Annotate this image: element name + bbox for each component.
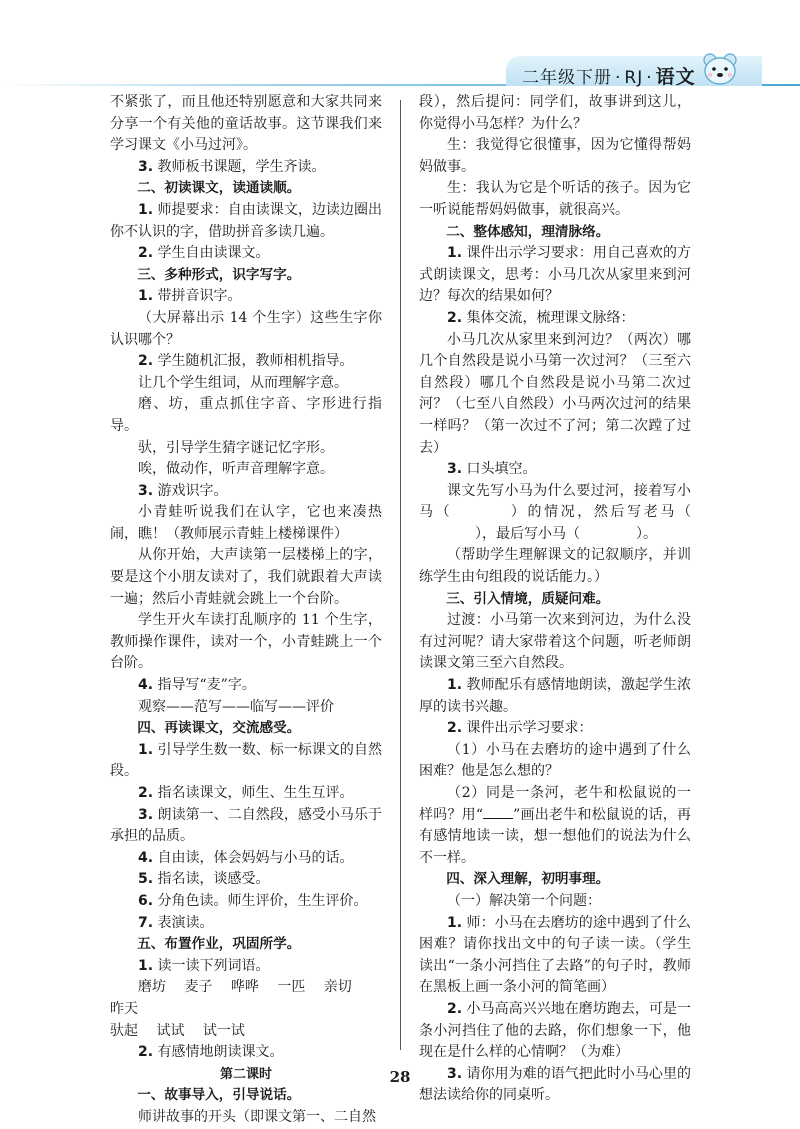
paragraph xyxy=(419,459,691,481)
paragraph xyxy=(110,373,382,395)
paragraph xyxy=(110,610,382,675)
text-run: 指导写“麦”字。 xyxy=(153,677,256,694)
item-number: 7. xyxy=(138,914,154,931)
item-number: 2. xyxy=(138,785,154,801)
text-run: 学生自由读课文。 xyxy=(153,245,270,262)
item-number: 1. xyxy=(138,201,154,218)
paragraph xyxy=(110,351,382,373)
section-heading xyxy=(419,222,691,244)
item-number: 1. xyxy=(447,914,463,931)
text-run: 师提要求：自由读课文，边读边圈出你不认识的字，借助拼音多读几遍。 xyxy=(110,201,382,240)
text-run: （帮助学生理解课文的记叙顺序，并训练学生由句组段的说话能力。） xyxy=(419,547,691,586)
item-number: 4. xyxy=(138,677,154,694)
item-number: 3. xyxy=(447,461,463,478)
section-heading xyxy=(419,589,691,611)
text-run: 引导学生数一数、标一标课文的自然段。 xyxy=(110,741,382,780)
text-run: 课件出示学习要求：用自己喜欢的方式朗读课文，思考：小马几次从家里来到河边？每次的结果如何？ xyxy=(419,245,691,305)
text-run: （大屏幕出示 14 个生字）这些生字你认识哪个？ xyxy=(110,309,382,348)
paragraph xyxy=(110,891,382,913)
paragraph xyxy=(419,243,691,308)
text-run: 让几个学生组词，从而理解字意。 xyxy=(138,374,348,391)
text-run: 二、整体感知，理清脉络。 xyxy=(446,223,610,240)
text-run: 课件出示学习要求： xyxy=(462,720,593,737)
text-run: （2）同是一条河，老牛和松鼠说的一样吗？用“ xyxy=(419,785,691,823)
paragraph xyxy=(110,913,382,935)
text-run: 不紧张了，而且他还特别愿意和大家共同来分享一个有关他的童话故事。这节课我们来学习课文《小马过河》。 xyxy=(110,94,382,154)
text-run: 小青蛙听说我们在认字，它也来凑热闹，瞧！（教师展示青蛙上楼梯课件） xyxy=(110,504,382,542)
column-divider xyxy=(400,100,401,1050)
paragraph xyxy=(110,308,382,351)
text-run: 集体交流，梳理课文脉络： xyxy=(462,309,635,326)
paragraph xyxy=(419,330,691,460)
left-column xyxy=(110,92,382,1129)
text-run: ）的情况，然后写老马（ xyxy=(508,504,692,521)
paragraph xyxy=(110,502,382,545)
paragraph xyxy=(419,92,691,135)
text-run: 一、故事导入，引导说话。 xyxy=(137,1087,301,1104)
section-heading xyxy=(110,178,382,200)
grade-label: 二年级下册 xyxy=(522,68,612,88)
section-heading xyxy=(110,934,382,956)
paragraph xyxy=(419,610,691,675)
paragraph xyxy=(110,1107,382,1129)
section-heading xyxy=(110,1085,382,1107)
text-run: 五、布置作业，巩固所学。 xyxy=(137,936,301,953)
paragraph xyxy=(110,675,382,697)
text-run: 驮，引导学生猜字谜记忆字形。 xyxy=(138,439,334,456)
paragraph xyxy=(110,481,382,503)
paragraph xyxy=(110,438,382,460)
header-title xyxy=(522,62,696,89)
item-number: 2. xyxy=(138,245,154,262)
item-number: 2. xyxy=(447,309,463,326)
text-run: ”画出老牛和松鼠说的话，再有感情地读一读，想一想他们的说法为什么不一样。 xyxy=(419,806,691,866)
text-run: 表演读。 xyxy=(153,914,214,931)
paragraph xyxy=(110,848,382,870)
text-run: 指名读课文，师生、生生互评。 xyxy=(153,785,354,801)
paragraph xyxy=(110,92,382,157)
paragraph xyxy=(419,783,691,869)
edition-label: RJ xyxy=(624,68,644,88)
text-run: 生：我认为它是个听话的孩子。因为它一听说能帮妈妈做事，就很高兴。 xyxy=(419,180,691,218)
paragraph xyxy=(419,913,691,999)
paragraph xyxy=(110,1042,382,1064)
text-run: 教师配乐有感情地朗读，激起学生浓厚的读书兴趣。 xyxy=(419,677,691,715)
text-run: 第二课时 xyxy=(219,1066,272,1082)
text-run: ）。 xyxy=(636,525,657,542)
bear-mascot-icon xyxy=(700,48,740,88)
paragraph xyxy=(110,805,382,848)
text-run: 分角色读。师生评价，生生评价。 xyxy=(153,892,368,909)
text-run: （一）解决第一个问题： xyxy=(447,892,601,909)
text-run: 口头填空。 xyxy=(462,461,537,478)
item-number: 3. xyxy=(138,158,154,175)
text-run: 二、初读课文，读通读顺。 xyxy=(137,180,301,197)
item-number: 2. xyxy=(138,353,154,370)
paragraph xyxy=(419,675,691,718)
text-run: 带拼音识字。 xyxy=(153,288,242,305)
paragraph xyxy=(110,977,382,1020)
item-number: 2. xyxy=(447,720,463,737)
item-number: 1. xyxy=(447,245,463,262)
paragraph xyxy=(110,394,382,437)
item-number: 2. xyxy=(447,1000,463,1017)
paragraph xyxy=(419,481,691,546)
paragraph xyxy=(110,459,382,481)
text-run: 三、引入情境，质疑问难。 xyxy=(446,590,610,607)
item-number: 1. xyxy=(138,741,154,758)
paragraph xyxy=(110,545,382,610)
paragraph xyxy=(110,243,382,265)
item-number: 3. xyxy=(138,482,154,499)
separator-dot: · xyxy=(646,68,653,88)
item-number: 1. xyxy=(447,677,463,694)
text-run: 磨坊 麦子 哗哗 一匹 亲切 昨天 xyxy=(110,979,371,1017)
text-run: 小马高高兴兴地在磨坊跑去，可是一条小河挡住了他的去路，你们想象一下，他现在是什么样的心情啊？（为难） xyxy=(419,1000,691,1061)
text-run: 学生开火车读打乱顺序的 11 个生字，教师操作课件，读对一个，小青蛙跳上一个台阶。 xyxy=(110,612,382,672)
paragraph xyxy=(110,157,382,179)
item-number: 5. xyxy=(138,871,154,888)
paragraph xyxy=(419,740,691,783)
text-run: 过渡：小马第一次来到河边，为什么没有过河呢？请大家带着这个问题，听老师朗读课文第三至六自然段。 xyxy=(419,612,691,672)
text-run: 师讲故事的开头（即课文第一、二自然 xyxy=(138,1108,376,1125)
text-run: 自由读，体会妈妈与小马的话。 xyxy=(153,849,354,866)
item-number: 3. xyxy=(138,806,154,823)
text-run: 驮起 试试 试一试 xyxy=(110,1022,245,1039)
text-run: 朗读第一、二自然段，感受小马乐于承担的品质。 xyxy=(110,806,382,845)
paragraph xyxy=(110,869,382,891)
text-run: 学生随机汇报，教师相机指导。 xyxy=(153,353,354,370)
separator-dot: · xyxy=(615,68,622,88)
item-number: 1. xyxy=(138,288,154,305)
text-run: 观察——范写——临写——评价 xyxy=(138,698,334,715)
text-run: 小马几次从家里来到河边？（两次）哪几个自然段是说小马第一次过河？（三至六自然段）哪几个自然段是说小马第二次过河？（七至八自然段）小马两次过河的结果一样吗？（第一次过不了河；第二次蹚了过去） xyxy=(419,331,691,456)
item-number: 4. xyxy=(138,849,154,866)
paragraph xyxy=(419,135,691,178)
page-number: 28 xyxy=(389,1068,411,1086)
paragraph xyxy=(419,891,691,913)
text-run: 有感情地朗读课文。 xyxy=(153,1044,284,1061)
item-number: 2. xyxy=(138,1044,154,1061)
text-run: 磨、坊，重点抓住字音、字形进行指导。 xyxy=(110,396,382,434)
section-heading xyxy=(110,265,382,287)
paragraph xyxy=(419,178,691,221)
text-run: 从你开始，大声读第一层楼梯上的字，要是这个小朋友读对了，我们就跟着大声读一遍；然后小青蛙就会跳上一个台阶。 xyxy=(110,547,382,607)
paragraph xyxy=(110,783,382,805)
text-run: 请你用为难的语气把此时小马心里的想法读给你的同桌听。 xyxy=(419,1065,691,1104)
item-number: 1. xyxy=(138,957,154,974)
paragraph xyxy=(419,999,691,1064)
subject-label: 语文 xyxy=(655,66,696,88)
underline-mark xyxy=(483,806,513,819)
right-column xyxy=(419,92,691,1107)
text-run: 游戏识字。 xyxy=(153,482,228,499)
paragraph xyxy=(110,1021,382,1043)
text-run: 四、再读课文，交流感受。 xyxy=(137,720,301,737)
text-run: 唉，做动作，听声音理解字意。 xyxy=(138,461,334,478)
paragraph xyxy=(419,545,691,588)
text-run: 教师板书课题，学生齐读。 xyxy=(153,158,326,175)
text-run: 师：小马在去磨坊的途中遇到了什么困难？请你找出文中的句子读一读。（学生读出“一条小河挡住了去路”的句子时，教师在黑板上画一条小河的简笔画） xyxy=(419,914,691,996)
text-run: 段），然后提问：同学们，故事讲到这儿，你觉得小马怎样？为什么？ xyxy=(419,94,691,132)
section-heading xyxy=(419,869,691,891)
paragraph xyxy=(419,308,691,330)
text-run: 指名读，谈感受。 xyxy=(153,871,270,888)
paragraph xyxy=(110,200,382,243)
text-run: 四、深入理解，初明事理。 xyxy=(446,871,610,888)
text-run: 生：我觉得它很懂事，因为它懂得帮妈妈做事。 xyxy=(419,137,691,175)
paragraph xyxy=(110,286,382,308)
paragraph xyxy=(110,740,382,783)
text-run: （1）小马在去磨坊的途中遇到了什么困难？他是怎么想的？ xyxy=(419,741,691,780)
text-run: ），最后写小马（ xyxy=(475,525,580,542)
paragraph xyxy=(419,718,691,740)
item-number: 3. xyxy=(447,1065,463,1082)
text-run: 读一读下列词语。 xyxy=(153,957,270,974)
paragraph xyxy=(110,697,382,719)
text-run: 课文先写小马为什么要过河，接着写小马（ xyxy=(419,482,691,521)
item-number: 6. xyxy=(138,892,154,909)
section-heading xyxy=(110,718,382,740)
paragraph xyxy=(110,956,382,978)
text-run: 三、多种形式，识字写字。 xyxy=(137,266,301,283)
